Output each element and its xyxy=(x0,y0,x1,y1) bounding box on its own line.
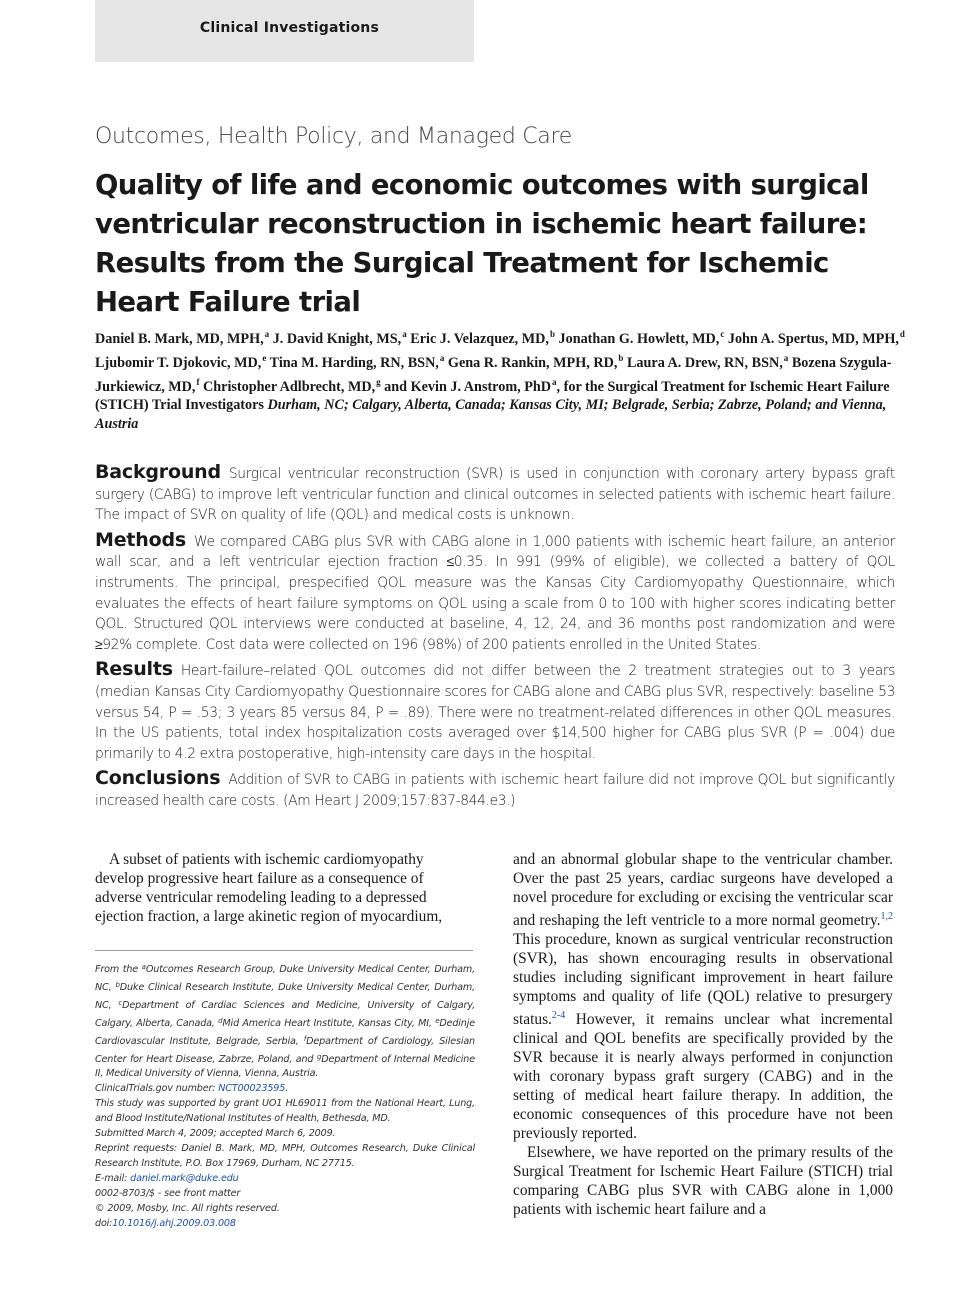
author-name: Daniel B. Mark, MD, MPH, xyxy=(95,331,264,347)
from-label: From the xyxy=(95,964,142,975)
trials-label: ClinicalTrials.gov number: xyxy=(95,1083,219,1095)
background-heading: Background xyxy=(95,461,221,483)
affiliations-footnote xyxy=(95,960,475,1082)
author-name: Gena R. Rankin, MPH, RD, xyxy=(447,354,618,371)
abstract-results xyxy=(95,659,895,764)
article-title: Quality of life and economic outcomes with surgical ventricular reconstruction in ischemic heart failure: Results from the Surgical Treatment for Ischemic Heart Failure trial xyxy=(95,169,869,318)
copyright-note: © 2009, Mosby, Inc. All rights reserved. xyxy=(95,1202,280,1214)
authors-suffix: , for the Surgical Treatment for Ischemic Heart Failure (STICH) Trial Investigators xyxy=(95,378,890,414)
conclusions-text: Addition of SVR to CABG in patients with ischemic heart failure did not improve QOL but significantly increased health care costs. (Am Heart J 2009;157:837-844.e3.) xyxy=(95,772,895,809)
affiliation-marker: g xyxy=(316,1052,322,1061)
email-label: E-mail: xyxy=(95,1172,131,1184)
affiliation-marker: a xyxy=(552,376,557,387)
doi-note xyxy=(95,1217,475,1232)
author-name: Eric J. Velazquez, MD, xyxy=(410,331,549,347)
affiliation-marker: e xyxy=(435,1016,440,1025)
affiliation-marker: a xyxy=(439,352,445,363)
author-list xyxy=(95,325,910,434)
body-text: and an abnormal globular shape to the ventricular chamber. Over the past 25 years, cardiac surgeons have developed a novel procedure for excluding or excising the ventricular scar and reshaping the left ventricle to a more normal geometry. xyxy=(513,851,893,929)
affiliation-marker: a xyxy=(264,329,270,339)
affiliation-text: Mid America Heart Institute, Kansas City, MI, xyxy=(222,1017,432,1029)
affiliation-marker: g xyxy=(376,376,381,387)
affiliation-marker: a xyxy=(141,963,146,971)
author-name: and Kevin J. Anstrom, PhD xyxy=(384,378,552,395)
background-text: Surgical ventricular reconstruction (SVR) is used in conjunction with coronary artery bypass graft surgery (CABG) to improve left ventricular function and clinical outcomes in selected patients with ischemic heart failure. The impact of SVR on quality of life (QOL) and medical costs is unknown. xyxy=(95,466,895,524)
footnote-divider xyxy=(95,950,473,951)
author-name: Christopher Adlbrecht, MD, xyxy=(203,378,376,395)
author-name: Ljubomir T. Djokovic, MD, xyxy=(95,354,262,371)
citation-ref[interactable]: 2-4 xyxy=(551,1010,566,1021)
affiliation-marker: b xyxy=(115,980,120,989)
email-note xyxy=(95,1172,475,1187)
results-heading: Results xyxy=(95,658,173,681)
body-column-left xyxy=(95,850,473,926)
abstract xyxy=(95,462,895,816)
affiliation-marker: f xyxy=(196,376,200,387)
funding-note: This study was supported by grant UO1 HL69011 from the National Heart, Lung, and Blood Institute/National Institutes of Health, Bethesda, MD. xyxy=(95,1098,475,1125)
footnotes xyxy=(95,960,475,1231)
email-link[interactable]: daniel.mark@duke.edu xyxy=(130,1172,239,1184)
trial-number-link[interactable]: NCT00023595 xyxy=(218,1083,286,1095)
affiliation-text: Outcomes Research Group, Duke University Medical Center, Durham, NC, xyxy=(95,964,475,993)
results-text: Heart-failure–related QOL outcomes did not differ between the 2 treatment strategies out to 3 years (median Kansas City Cardiomyopathy Questionnaire scores for CABG alone and CABG plus SVR, respectively: baseline 53 versus 54, P = .53; 3 years 85 versus 84, P = .89). There were no treatment-related differences in other QOL measures. In the US patients, total index hospitalization costs averaged over $14,500 higher for CABG plus SVR (P = .004) due primarily to 4.2 extra postoperative, high-intensity care days in the hospital. xyxy=(95,663,895,762)
author-name: Bozena Szygula-Jurkiewicz, MD, xyxy=(95,354,892,395)
methods-heading: Methods xyxy=(95,528,186,551)
abstract-methods xyxy=(95,530,895,656)
reprints-note: Reprint requests: Daniel B. Mark, MD, MPH, Outcomes Research, Duke Clinical Research Institute, P.O. Box 17969, Durham, NC 27715. xyxy=(95,1142,475,1169)
author-name: J. David Knight, MS, xyxy=(272,331,402,347)
affiliation-text: Duke Clinical Research Institute, Duke University Medical Center, Durham, NC, xyxy=(95,981,476,1011)
affiliation-text: Dedinje Cardiovascular Institute, Belgrade, Serbia, xyxy=(95,1017,476,1047)
body-paragraph xyxy=(513,850,893,1143)
affiliation-marker: f xyxy=(303,1034,307,1043)
trial-registration: ClinicalTrials.gov number: NCT00023595. xyxy=(95,1083,289,1095)
author-name: John A. Spertus, MD, MPH, xyxy=(727,331,899,347)
section-label: Clinical Investigations xyxy=(199,20,379,36)
doi-link[interactable]: 10.1016/j.ahj.2009.03.008 xyxy=(112,1217,236,1229)
author-locations: Durham, NC; Calgary, Alberta, Canada; Kansas City, MI; Belgrade, Serbia; Zabrze, Poland; and Vienna, Austria xyxy=(95,397,887,433)
affiliation-marker: b xyxy=(618,352,624,363)
affiliation-marker: d xyxy=(899,329,905,339)
issn-note: 0002-8703/$ - see front matter xyxy=(95,1187,241,1199)
affiliation-text: Department of Cardiology, Silesian Center for Heart Disease, Zabrze, Poland, and xyxy=(95,1035,475,1065)
affiliation-marker: e xyxy=(262,352,267,363)
abstract-conclusions xyxy=(95,768,895,811)
author-name: Laura A. Drew, RN, BSN, xyxy=(626,354,783,371)
body-paragraph: Elsewhere, we have reported on the primary results of the Surgical Treatment for Ischemic Heart Failure (STICH) trial comparing CABG plus SVR with CABG alone in 1,000 patients with ischemic heart failure and a xyxy=(513,1144,893,1218)
affiliation-marker: d xyxy=(218,1016,223,1025)
affiliation-marker: a xyxy=(402,329,407,339)
conclusions-heading: Conclusions xyxy=(95,767,221,790)
author-name: Jonathan G. Howlett, MD, xyxy=(558,331,720,347)
body-paragraph: A subset of patients with ischemic cardiomyopathy develop progressive heart failure as a consequence of adverse ventricular remodeling leading to a depressed ejection fraction, a large akinetic region of myocardium, xyxy=(95,851,443,925)
affiliation-marker: a xyxy=(783,352,789,363)
affiliation-marker: b xyxy=(549,329,555,339)
affiliation-text: Department of Cardiac Sciences and Medicine, University of Calgary, Calgary, Alberta, Canada, xyxy=(95,999,475,1029)
citation-ref[interactable]: 1,2 xyxy=(880,911,893,922)
body-column-right xyxy=(513,850,893,1219)
body-text: However, it remains unclear what incremental clinical and QOL benefits are specifically provided by the SVR because it is nearly always performed in conjunction with coronary bypass graft surgery (CABG) and in the setting of medical heart failure therapy. In addition, the economic consequences of this procedure have not been previously reported. xyxy=(513,1011,893,1142)
abstract-background xyxy=(95,462,895,526)
affiliation-marker: c xyxy=(720,329,725,339)
affiliation-text: Department of Internal Medicine II, Medical University of Vienna, Vienna, Austria. xyxy=(95,1053,475,1080)
affiliation-marker: c xyxy=(118,998,123,1007)
section-title: Outcomes, Health Policy, and Managed Care xyxy=(95,124,572,149)
submitted-note: Submitted March 4, 2009; accepted March 6, 2009. xyxy=(95,1128,336,1140)
methods-text: We compared CABG plus SVR with CABG alone in 1,000 patients with ischemic heart failure, an anterior wall scar, and a left ventricular ejection fraction ≤0.35. In 991 (99% of eligible), we collected a battery of QOL instruments. The principal, prespecified QOL measure was the Kansas City Cardiomyopathy Questionnaire, which evaluates the effects of heart failure symptoms on QOL using a scale from 0 to 100 with higher scores indicating better QOL. Structured QOL interviews were conducted at baseline, 4, 12, 24, and 36 months post randomization and were ≥92% complete. Cost data were collected on 196 (98%) of 200 patients enrolled in the United States. xyxy=(95,533,895,653)
author-name: Tina M. Harding, RN, BSN, xyxy=(269,354,439,371)
doi-label: doi: xyxy=(95,1217,113,1229)
body-text: This procedure, known as surgical ventricular reconstruction (SVR), has shown encouraging results in observational studies including significant improvement in heart failure symptoms and quality of life (QOL) relative to presurgery status. xyxy=(513,931,893,1028)
